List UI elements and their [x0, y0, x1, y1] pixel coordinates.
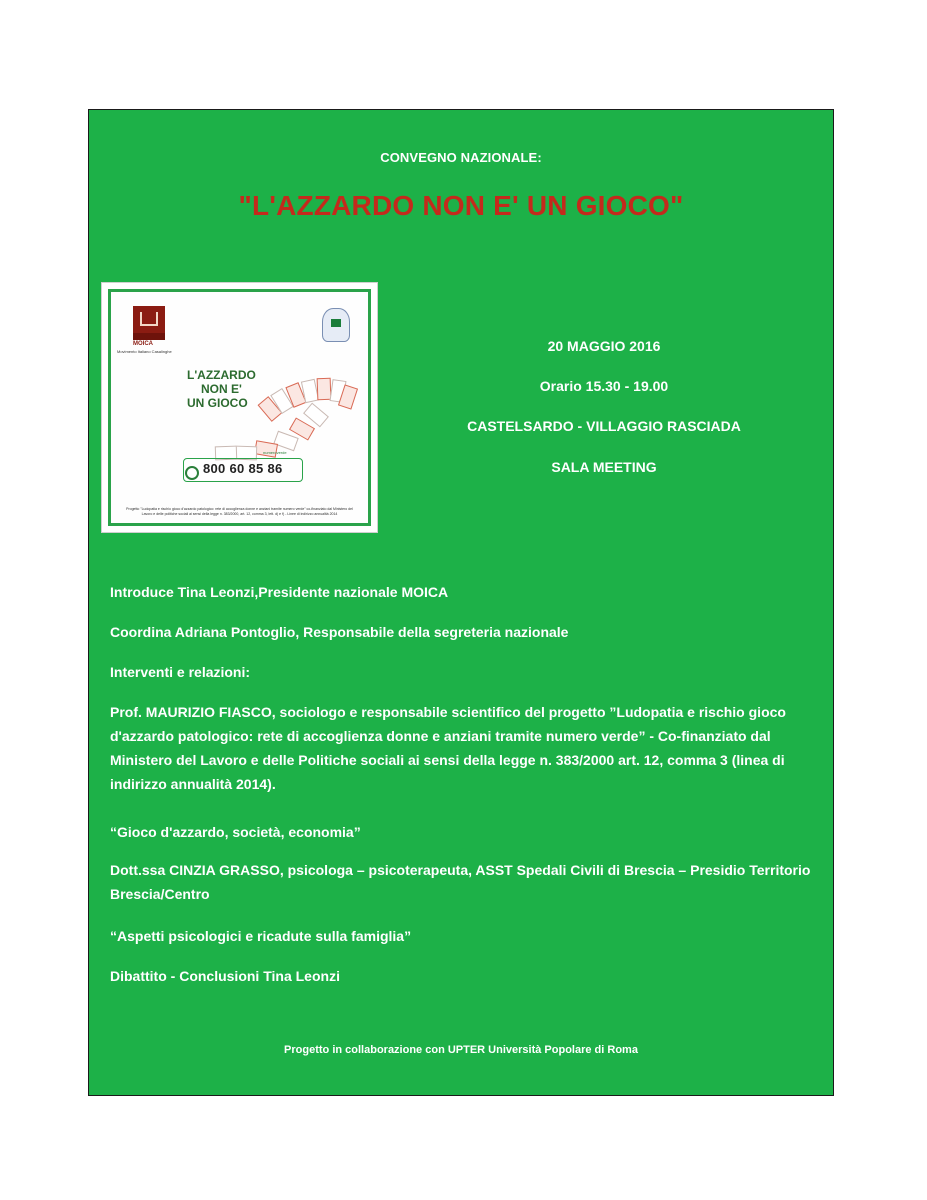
event-kicker: CONVEGNO NAZIONALE: — [380, 150, 542, 165]
logo-bar — [133, 333, 165, 340]
poster-title — [187, 368, 256, 410]
program-intro: Introduce Tina Leonzi,Presidente nazionale MOICA — [110, 584, 449, 600]
poster-image — [101, 282, 378, 533]
poster-inner — [108, 289, 371, 526]
program-talks-heading: Interventi e relazioni: — [110, 664, 251, 680]
poster-logo-name: MOICA — [133, 341, 153, 347]
program-closing: Dibattito - Conclusioni Tina Leonzi — [110, 968, 340, 984]
event-room: SALA MEETING — [551, 459, 657, 475]
seal-flag — [331, 319, 341, 327]
program-speaker-fiasco: Prof. MAURIZIO FIASCO, sociologo e responsabile scientifico del progetto ”Ludopatia e rischio gioco d'azzardo patologico: rete di accoglienza donne e anziani tramite numero verde” - Co-finanziato dal Ministero del Lavoro e delle Politiche sociali ai sensi della legge n. 383/2000 art. 12, comma 3 (linea di indirizzo annualità 2014). — [110, 704, 786, 792]
poster-phone-number: 800 60 85 86 — [203, 461, 283, 476]
program-talk-title-2: “Aspetti psicologici e ricadute sulla famiglia” — [110, 928, 412, 944]
ministry-seal-icon — [322, 308, 350, 342]
numero-verde-label: numeroverde — [263, 450, 287, 455]
logo-glyph — [140, 312, 158, 326]
poster-title-line: NON E' — [201, 382, 242, 396]
program-talk-title-1: “Gioco d'azzardo, società, economia” — [110, 824, 361, 840]
moica-logo-icon — [133, 306, 165, 340]
event-time: Orario 15.30 - 19.00 — [539, 378, 669, 394]
program-coordinator: Coordina Adriana Pontoglio, Responsabile della segreteria nazionale — [110, 624, 569, 640]
poster-title-line: UN GIOCO — [187, 396, 248, 410]
footer-credits: Progetto in collaborazione con UPTER Università Popolare di Roma — [284, 1044, 638, 1056]
flyer — [88, 109, 834, 1096]
poster-logo-subtitle: Movimento Italiano Casalinghe — [117, 349, 172, 354]
playing-card — [254, 440, 278, 458]
program-speaker-grasso: Dott.ssa CINZIA GRASSO, psicologa – psicoterapeuta, ASST Spedali Civili di Brescia – Presidio Territorio Brescia/Centro — [110, 862, 811, 902]
event-date: 20 MAGGIO 2016 — [547, 338, 661, 354]
event-location: CASTELSARDO - VILLAGGIO RASCIADA — [467, 418, 741, 434]
phone-icon — [185, 466, 199, 480]
event-title: "L'AZZARDO NON E' UN GIOCO" — [238, 190, 684, 221]
poster-title-line: L'AZZARDO — [187, 368, 256, 382]
poster-footnote: Progetto "Ludopatia e rischio gioco d'azzardo patologico: rete di accoglienza donne e anziani tramite numero verde" co-finanziato dal Ministero del Lavoro e delle politiche sociali ai sensi della legge n. 383/2000, art. 12, comma 3, lett. d) e f) - Linee di indirizzo annualità 2014 — [126, 507, 353, 516]
